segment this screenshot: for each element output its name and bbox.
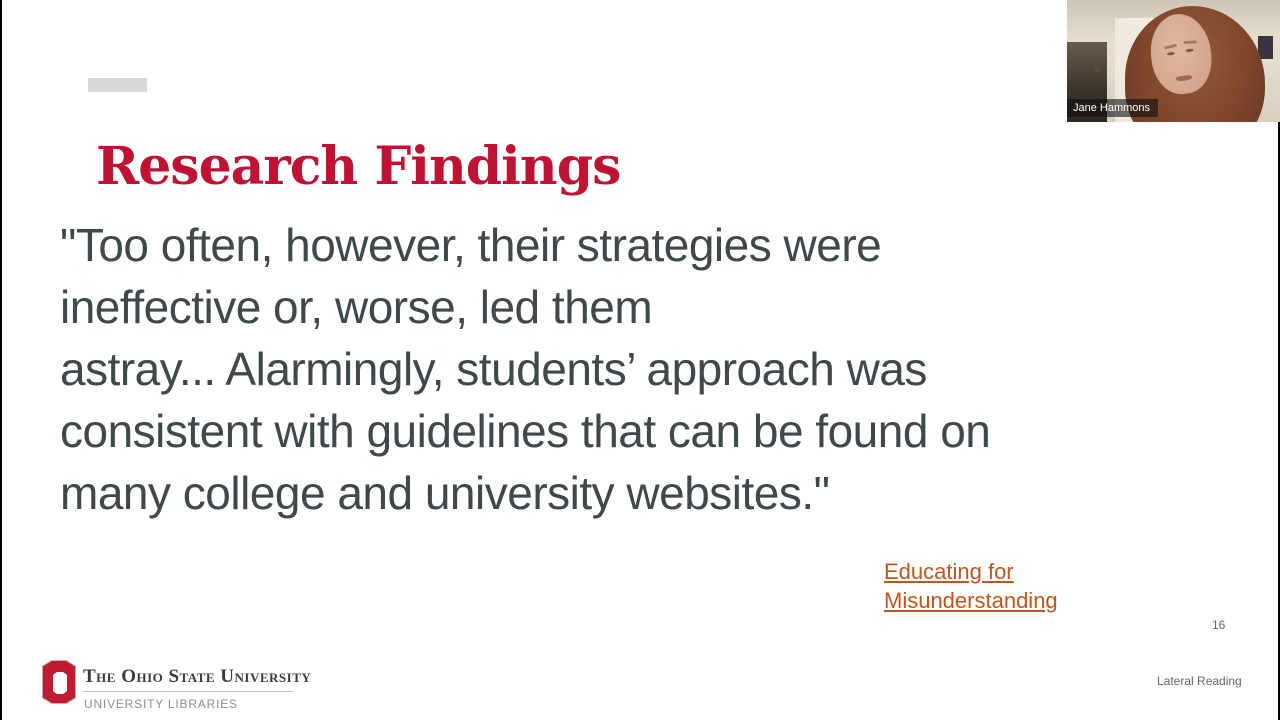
quote-line: many college and university websites."	[60, 467, 830, 519]
webcam-person-mouth	[1176, 75, 1192, 82]
webcam-video-tile[interactable]	[1067, 0, 1280, 122]
presentation-caption: Lateral Reading	[1157, 674, 1242, 688]
osu-block-o-logo	[42, 660, 76, 704]
quote-line: "Too often, however, their strategies were	[60, 219, 882, 271]
quote-line: astray... Alarmingly, students’ approach was	[60, 343, 927, 395]
participant-name-label: Jane Hammons	[1067, 99, 1158, 117]
university-wordmark: The Ohio State University	[83, 666, 312, 687]
quote-line: consistent with guidelines that can be found on	[60, 405, 991, 457]
footer-divider	[83, 691, 293, 692]
citation-link[interactable]: Educating for Misunderstanding	[884, 559, 1058, 613]
webcam-person-eye	[1167, 52, 1175, 56]
webcam-person-brow	[1184, 40, 1197, 44]
title-accent-bar	[88, 78, 147, 92]
slide-page-number: 16	[1212, 618, 1226, 632]
webcam-wall-item	[1095, 66, 1100, 73]
osu-block-o-red	[43, 661, 75, 703]
letterbox-left	[0, 0, 2, 720]
research-quote	[60, 214, 1220, 524]
webcam-person-brow	[1164, 44, 1177, 50]
slide-title: Research Findings	[96, 135, 621, 197]
quote-line: ineffective or, worse, led them	[60, 281, 653, 333]
department-name: UNIVERSITY LIBRARIES	[84, 697, 238, 711]
osu-block-o-hole	[53, 672, 67, 694]
webcam-person-eye	[1185, 48, 1193, 52]
